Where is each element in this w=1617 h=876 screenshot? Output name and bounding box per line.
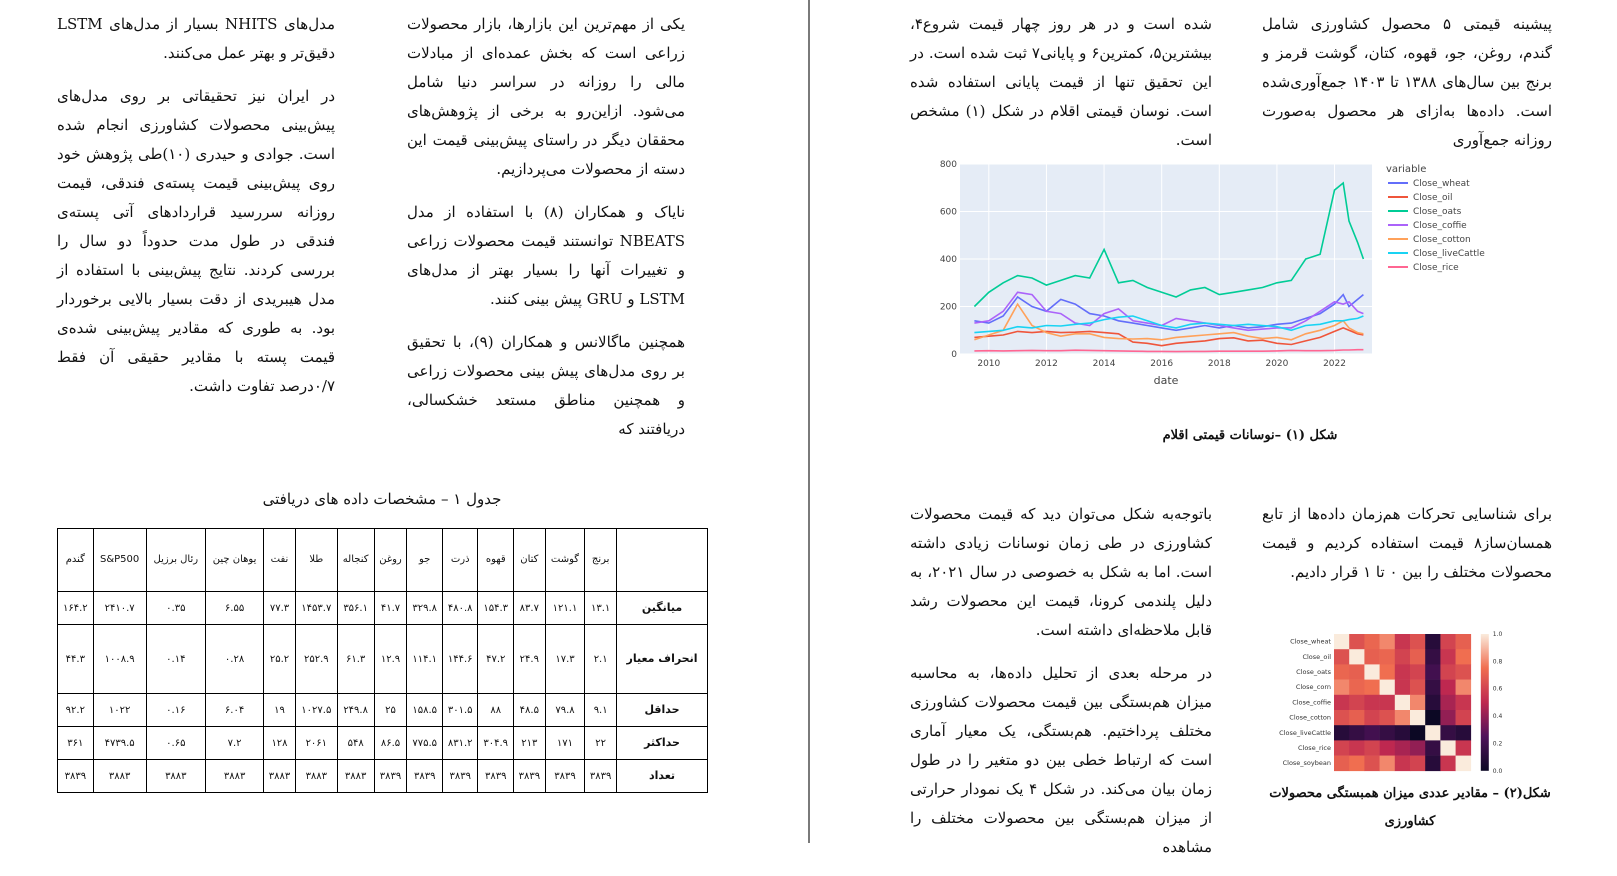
figure1-caption: شکل (۱) –نوسانات قیمتی اقلام (1162, 428, 1338, 443)
x-tick-label: 2018 (1207, 359, 1231, 369)
heatmap-cell (1425, 634, 1441, 650)
heatmap-cell (1364, 740, 1380, 756)
heatmap-cell (1425, 740, 1441, 756)
heatmap-cell (1410, 740, 1426, 756)
correlation-heatmap (1250, 630, 1560, 778)
paragraph: نایاک و همکاران (۸) با استفاده از مدل NBEATS توانستند قیمت محصولات زراعی و تغییرات آنها را بسیار بهتر از مدل‌های LSTM و GRU پیش بینی کنند. (407, 203, 685, 308)
table-cell: ۱۴۵۳.۷ (295, 592, 337, 625)
heatmap-cell (1334, 740, 1350, 756)
heatmap-cell (1334, 664, 1350, 680)
table-row (58, 727, 708, 760)
table-cell: ۶.۰۴ (205, 694, 263, 727)
paragraph: برای شناسایی تحرکات هم‌زمان داده‌ها از تابع همسان‌ساز۸ قیمت استفاده کردیم و قیمت محصولات مختلف را بین ۰ تا ۱ قرار دادیم. (1262, 505, 1552, 581)
table-cell: ۱۵۸.۵ (407, 694, 443, 727)
heatmap-cell (1349, 649, 1365, 665)
heatmap-cell (1380, 695, 1396, 711)
table-header: S&P500 (93, 529, 146, 592)
heatmap-cell (1395, 649, 1411, 665)
heatmap-cell (1334, 756, 1350, 772)
paragraph: در مرحله بعدی از تحلیل داده‌ها، به محاسبه میزان هم‌بستگی بین قیمت محصولات کشاورزی مختلف پرداختیم. هم‌بستگی، یک معیار آماری است که ارتباط خطی بین دو متغیر را در طول زمان بیان می‌کند. در شکل ۴ یک نمودار حرارتی از میزان هم‌بستگی بین محصولات مختلف را مشاهده (910, 664, 1212, 856)
heatmap-cell (1349, 725, 1365, 741)
heatmap-cell (1380, 710, 1396, 726)
table-cell: ۲۲ (585, 727, 617, 760)
heatmap-cell (1380, 634, 1396, 650)
table-header: جو (407, 529, 443, 592)
table-cell: ۱۰۰۸.۹ (93, 625, 146, 694)
table-cell: ۰.۱۶ (146, 694, 205, 727)
row-label: تعداد (617, 760, 708, 793)
table-cell: ۱۵۴.۳ (478, 592, 514, 625)
heatmap-cell (1334, 634, 1350, 650)
heatmap-cell (1410, 664, 1426, 680)
heatmap-cell (1425, 680, 1441, 696)
table-cell: ۳۸۳۹ (513, 760, 545, 793)
table-header: روغن (374, 529, 407, 592)
heatmap-row-label: Close_coffie (1292, 698, 1331, 707)
table-header-row (58, 529, 708, 592)
table-cell: ۲۵۲.۹ (295, 625, 337, 694)
heatmap-cell (1440, 725, 1456, 741)
heatmap-cell (1410, 649, 1426, 665)
table-header: گوشت (545, 529, 585, 592)
heatmap-cell (1440, 634, 1456, 650)
heatmap-cell (1425, 756, 1441, 772)
heatmap-cell (1395, 725, 1411, 741)
paragraph: مدل‌های NHITS بسیار از مدل‌های LSTM دقیق‌تر و بهتر عمل می‌کنند. (57, 15, 335, 62)
legend-title: variable (1386, 164, 1427, 175)
legend-entry: Close_oats (1413, 207, 1462, 217)
table-cell: ۹.۱ (585, 694, 617, 727)
y-tick-label: 600 (939, 207, 957, 218)
table-header: گندم (58, 529, 94, 592)
data-table (57, 528, 708, 793)
table-cell: ۴۸۰.۸ (442, 592, 478, 625)
heatmap-cell (1364, 756, 1380, 772)
heatmap-row-label: Close_cotton (1289, 713, 1331, 722)
table-cell: ۲۴.۹ (513, 625, 545, 694)
table-header: قهوه (478, 529, 514, 592)
legend-entry: Close_rice (1413, 263, 1459, 273)
table-cell: ۱۲۸ (264, 727, 296, 760)
table-cell: ۶.۵۵ (205, 592, 263, 625)
x-tick-label: 2016 (1150, 359, 1174, 369)
table-header: کتان (513, 529, 545, 592)
y-tick-label: 800 (939, 160, 957, 170)
table-corner-cell (617, 529, 708, 592)
heatmap-cell (1440, 695, 1456, 711)
row-label: حداقل (617, 694, 708, 727)
table-header: نفت (264, 529, 296, 592)
x-axis-label: date (1153, 374, 1179, 387)
table-cell: ۷۷۵.۵ (407, 727, 443, 760)
heatmap-cell (1380, 725, 1396, 741)
table-cell: ۲.۱ (585, 625, 617, 694)
heatmap-cell (1456, 740, 1472, 756)
heatmap-cell (1425, 710, 1441, 726)
heatmap-cell (1440, 756, 1456, 772)
colorbar-tick-label: 0.4 (1492, 713, 1503, 721)
heatmap-cell (1364, 634, 1380, 650)
heatmap-row-label: Close_corn (1295, 683, 1331, 692)
heatmap-cell (1440, 649, 1456, 665)
heatmap-cell (1395, 710, 1411, 726)
table-cell: ۳۸۸۳ (264, 760, 296, 793)
heatmap-cell (1410, 634, 1426, 650)
legend-entry: Close_wheat (1413, 179, 1470, 189)
heatmap-cell (1364, 664, 1380, 680)
heatmap-cell (1349, 680, 1365, 696)
heatmap-cell (1334, 695, 1350, 711)
heatmap-cell (1410, 725, 1426, 741)
heatmap-cell (1380, 664, 1396, 680)
row-label: میانگین (617, 592, 708, 625)
table-cell: ۵۴۸ (337, 727, 374, 760)
right-page-top-left-column (910, 10, 1212, 169)
colorbar-tick-label: 0.8 (1492, 658, 1503, 666)
heatmap-cell (1380, 680, 1396, 696)
heatmap-cell (1456, 680, 1472, 696)
legend-entry: Close_coffie (1413, 221, 1467, 231)
heatmap-cell (1334, 649, 1350, 665)
heatmap-cell (1410, 756, 1426, 772)
right-page-bottom-left-column (910, 500, 1212, 876)
table-cell: ۳۸۳۹ (545, 760, 585, 793)
table-cell: ۷۷.۳ (264, 592, 296, 625)
colorbar-tick-label: 0.0 (1492, 767, 1503, 775)
table-row (58, 625, 708, 694)
table-cell: ۴۱.۷ (374, 592, 407, 625)
paragraph: باتوجه‌به شکل می‌توان دید که قیمت محصولات کشاورزی در طی زمان نوسانات زیادی داشته است. اما به شکل به خصوصی در سال ۲۰۲۱، به دلیل پلندمی کرونا، قیمت این محصولات رشد قابل ملاحظه‌ای داشته است. (910, 505, 1212, 639)
right-page (810, 0, 1617, 856)
heatmap-cell (1349, 695, 1365, 711)
paragraph: همچنین ماگالانس و همکاران (۹)، با تحقیق بر روی مدل‌های پیش بینی محصولات زراعی و همچنین مناطق مستعد خشکسالی، دریافتند که (407, 333, 685, 438)
heatmap-cell (1395, 756, 1411, 772)
table-cell: ۸۳.۷ (513, 592, 545, 625)
table-cell: ۳۸۳۹ (478, 760, 514, 793)
left-page-right-column (407, 10, 685, 458)
table-cell: ۲۰۶۱ (295, 727, 337, 760)
figure2-caption: شکل(۲) – مقادیر عددی میزان همبستگی محصولات کشاورزی (1269, 786, 1551, 829)
table-header: رئال برزیل (146, 529, 205, 592)
y-tick-label: 400 (939, 255, 957, 265)
heatmap-cell (1456, 695, 1472, 711)
table-cell: ۳۰۱.۵ (442, 694, 478, 727)
y-tick-label: 200 (939, 302, 957, 313)
table-row (58, 592, 708, 625)
heatmap-cell (1456, 634, 1472, 650)
heatmap-cell (1380, 649, 1396, 665)
table-cell: ۱۲۱.۱ (545, 592, 585, 625)
colorbar-tick-label: 0.6 (1492, 685, 1503, 693)
heatmap-cell (1395, 664, 1411, 680)
table-cell: ۱۷۱ (545, 727, 585, 760)
table-cell: ۳۸۸۳ (93, 760, 146, 793)
legend-entry: Close_cotton (1413, 235, 1471, 245)
colorbar-tick-label: 1.0 (1492, 631, 1503, 638)
heatmap-cell (1380, 740, 1396, 756)
x-tick-label: 2010 (977, 359, 1001, 369)
table-cell: ۳۸۳۹ (407, 760, 443, 793)
table-cell: ۳۸۸۳ (337, 760, 374, 793)
heatmap-cell (1395, 634, 1411, 650)
heatmap-cell (1440, 664, 1456, 680)
table-cell: ۱۹ (264, 694, 296, 727)
table-cell: ۰.۲۸ (205, 625, 263, 694)
left-page-left-column (57, 10, 335, 415)
heatmap-cell (1364, 710, 1380, 726)
heatmap-cell (1380, 756, 1396, 772)
heatmap-cell (1410, 680, 1426, 696)
table-cell: ۳۸۳۹ (58, 760, 94, 793)
row-label: حداکثر (617, 727, 708, 760)
heatmap-cell (1425, 695, 1441, 711)
row-label: انحراف معیار (617, 625, 708, 694)
heatmap-row-label: Close_soybean (1282, 759, 1331, 768)
table-cell: ۳۶۱ (58, 727, 94, 760)
table-cell: ۳۸۸۳ (295, 760, 337, 793)
heatmap-cell (1395, 740, 1411, 756)
paragraph: یکی از مهم‌ترین این بازارها، بازار محصولات زراعی است که بخش عمده‌ای از مبادلات مالی را روزانه در سراسر دنیا شامل می‌شود. ازاین‌رو به برخی از پژوهش‌های محققان دیگر در راستای پیش‌بینی قیمت این دسته از محصولات می‌پردازیم. (407, 15, 685, 178)
table-cell: ۱۰۲۲ (93, 694, 146, 727)
heatmap-cell (1349, 634, 1365, 650)
heatmap-cell (1425, 649, 1441, 665)
x-tick-label: 2020 (1265, 359, 1289, 369)
heatmap-row-label: Close_liveCattle (1279, 728, 1331, 737)
table-cell: ۲۵.۲ (264, 625, 296, 694)
table-header: طلا (295, 529, 337, 592)
table-cell: ۳۸۳۹ (585, 760, 617, 793)
table-header: کنجاله (337, 529, 374, 592)
table-row (58, 694, 708, 727)
table-cell: ۱۳.۱ (585, 592, 617, 625)
x-tick-label: 2012 (1034, 359, 1058, 369)
table-cell: ۰.۳۵ (146, 592, 205, 625)
table-header: برنج (585, 529, 617, 592)
table-cell: ۷۹.۸ (545, 694, 585, 727)
heatmap-cell (1440, 740, 1456, 756)
table-cell: ۳۲۹.۸ (407, 592, 443, 625)
heatmap-cell (1456, 649, 1472, 665)
heatmap-cell (1410, 695, 1426, 711)
table-cell: ۱۶۴.۲ (58, 592, 94, 625)
table-cell: ۱۰۲۷.۵ (295, 694, 337, 727)
colorbar-tick-label: 0.2 (1492, 740, 1503, 748)
table-cell: ۱۲.۹ (374, 625, 407, 694)
heatmap-cell (1456, 756, 1472, 772)
heatmap-cell (1334, 710, 1350, 726)
table-cell: ۱۱۴.۱ (407, 625, 443, 694)
colorbar (1481, 634, 1489, 771)
heatmap-cell (1440, 710, 1456, 726)
table-row (58, 760, 708, 793)
table-cell: ۶۱.۳ (337, 625, 374, 694)
table-cell: ۸۳۱.۲ (442, 727, 478, 760)
table-cell: ۳۸۸۳ (146, 760, 205, 793)
right-page-bottom-right-column (1262, 500, 1552, 601)
table-title: جدول ۱ – مشخصات داده های دریافتی (262, 490, 502, 508)
table-cell: ۳۸۳۹ (442, 760, 478, 793)
table-cell: ۸۶.۵ (374, 727, 407, 760)
table-cell: ۴۸.۵ (513, 694, 545, 727)
heatmap-cell (1425, 725, 1441, 741)
heatmap-cell (1349, 756, 1365, 772)
heatmap-cell (1456, 725, 1472, 741)
heatmap-row-label: Close_rice (1297, 744, 1331, 752)
table-cell: ۲۴۱۰.۷ (93, 592, 146, 625)
heatmap-cell (1395, 695, 1411, 711)
heatmap-cell (1334, 725, 1350, 741)
paragraph: پیشینه قیمتی ۵ محصول کشاورزی شامل گندم، روغن، جو، قهوه، کتان، گوشت قرمز و برنج بین سال‌های ۱۳۸۸ تا ۱۴۰۳ جمع‌آوری‌شده است. داده‌ها به‌ازای هر محصول به‌صورت روزانه جمع‌آوری (1262, 15, 1552, 149)
table-cell: ۰.۱۴ (146, 625, 205, 694)
right-page-top-right-column (1262, 10, 1552, 169)
heatmap-cell (1334, 680, 1350, 696)
table-cell: ۳۸۸۳ (205, 760, 263, 793)
table-cell: ۱۴۴.۶ (442, 625, 478, 694)
table-cell: ۹۲.۲ (58, 694, 94, 727)
heatmap-cell (1364, 725, 1380, 741)
heatmap-cell (1440, 680, 1456, 696)
heatmap-cell (1364, 649, 1380, 665)
heatmap-row-label: Close_oil (1302, 652, 1331, 661)
heatmap-cell (1349, 710, 1365, 726)
paragraph: شده است و در هر روز چهار قیمت شروع۴، بیشترین۵، کمترین۶ و پایانی۷ ثبت شده است. در این تحقیق تنها از قیمت پایانی استفاده شده است. نوسان قیمتی اقلام در شکل (۱) مشخص است. (910, 15, 1212, 149)
paragraph: در ایران نیز تحقیقاتی بر روی مدل‌های پیش‌بینی محصولات کشاورزی انجام شده است. جوادی و حیدری (۱۰)طی پژوهش خود روی پیش‌بینی قیمت پسته‌ی فندقی، قیمت روزانه سررسید قراردادهای آتی پسته‌ی فندقی در طول مدت حدوداً دو سال را بررسی کردند. نتایج پیش‌بینی با استفاده از مدل هیبریدی از دقت بسیار بالایی برخوردار بود. به طوری که مقادیر پیش‌بینی شده‌ی قیمت پسته با مقادیر حقیقی آن فقط ۰/۷درصد تفاوت داشت. (57, 87, 336, 395)
legend-entry: Close_oil (1413, 193, 1453, 203)
table-cell: ۰.۶۵ (146, 727, 205, 760)
legend-entry: Close_liveCattle (1413, 249, 1485, 259)
x-tick-label: 2022 (1323, 359, 1346, 369)
table-cell: ۷.۲ (205, 727, 263, 760)
heatmap-row-label: Close_oats (1296, 668, 1331, 676)
x-tick-label: 2014 (1092, 359, 1116, 369)
table-cell: ۴۷.۲ (478, 625, 514, 694)
heatmap-cell (1349, 740, 1365, 756)
table-cell: ۳۸۳۹ (374, 760, 407, 793)
price-line-chart (930, 152, 1565, 402)
table-cell: ۸۸ (478, 694, 514, 727)
table-cell: ۱۷.۳ (545, 625, 585, 694)
heatmap-cell (1456, 664, 1472, 680)
heatmap-cell (1410, 710, 1426, 726)
table-header: یوهان چین (205, 529, 263, 592)
heatmap-cell (1364, 695, 1380, 711)
y-tick-label: 0 (951, 350, 957, 360)
table-cell: ۲۱۳ (513, 727, 545, 760)
table-cell: ۳۵۶.۱ (337, 592, 374, 625)
table-cell: ۴۴.۳ (58, 625, 94, 694)
heatmap-cell (1364, 680, 1380, 696)
heatmap-cell (1425, 664, 1441, 680)
left-page (0, 0, 808, 843)
table-cell: ۴۷۳۹.۵ (93, 727, 146, 760)
heatmap-cell (1456, 710, 1472, 726)
heatmap-cell (1395, 680, 1411, 696)
table-cell: ۳۰۴.۹ (478, 727, 514, 760)
table-header: ذرت (442, 529, 478, 592)
table-cell: ۲۴۹.۸ (337, 694, 374, 727)
heatmap-cell (1349, 664, 1365, 680)
table-cell: ۲۵ (374, 694, 407, 727)
heatmap-row-label: Close_wheat (1290, 637, 1331, 646)
